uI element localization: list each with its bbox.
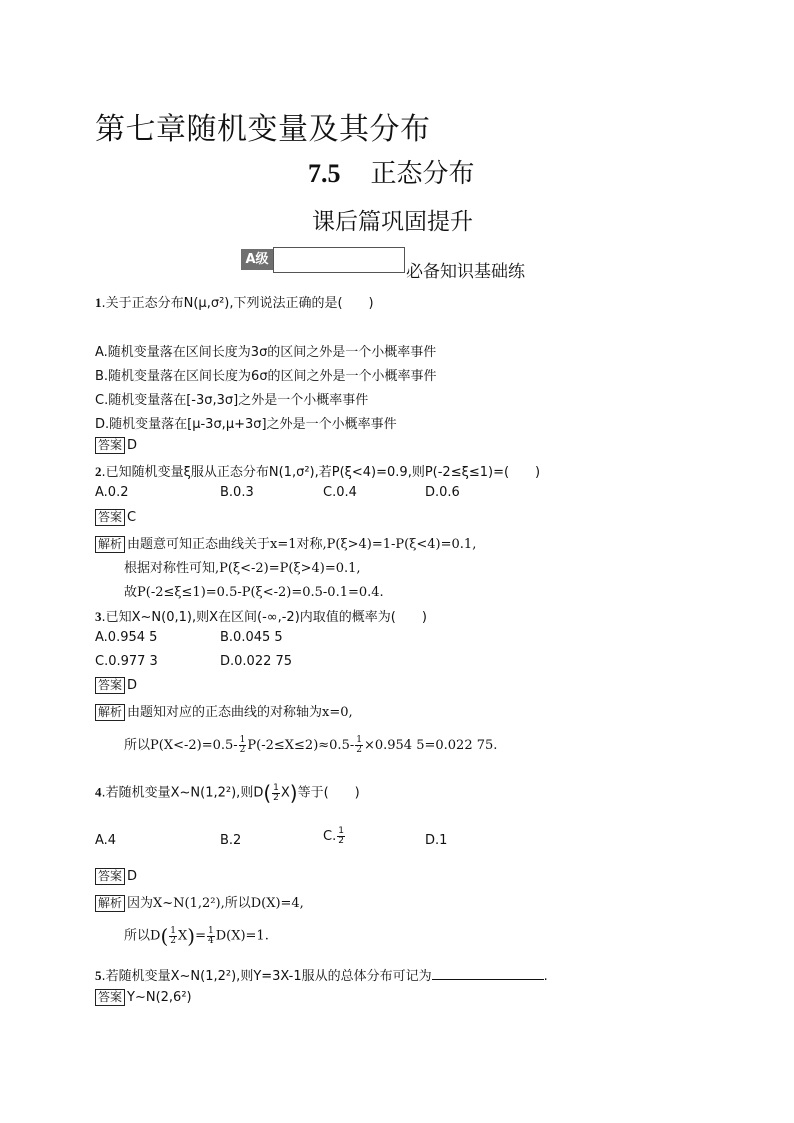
section-title: 正态分布 (370, 159, 475, 189)
q4-option-c (323, 827, 346, 846)
fraction-numerator: 1 (170, 925, 176, 936)
fraction (272, 784, 280, 803)
fraction-numerator: 1 (207, 925, 214, 936)
analysis-tag: 解析 (95, 536, 125, 553)
analysis-text: 所以P(X<-2)=0.5- (124, 738, 238, 753)
analysis-text: 由题知对应的正态曲线的对称轴为x=0, (127, 705, 353, 720)
question-4-stem (95, 781, 360, 805)
answer-tag: 答案 (95, 509, 125, 526)
q1-answer: D (127, 438, 138, 453)
q3-answer: D (127, 678, 138, 693)
fraction-denominator: 2 (356, 745, 362, 755)
q4-option-a: A.4 (95, 833, 117, 848)
question-number: 4 (95, 784, 102, 800)
fraction (207, 927, 215, 946)
level-box (273, 247, 405, 273)
answer-blank (432, 967, 544, 980)
q2-analysis-2: 根据对称性可知,P(ξ<-2)=P(ξ>4)=0.1, (124, 561, 361, 576)
fraction-numerator: 1 (338, 826, 344, 836)
question-1-stem (95, 292, 374, 311)
fraction-denominator: 2 (170, 935, 176, 946)
q3-analysis-1 (95, 701, 353, 721)
analysis-text: P(-2≤X≤2)≈0.5- (247, 738, 355, 753)
q3-option-b: B.0.045 5 (220, 630, 283, 645)
q4-analysis-2 (124, 924, 269, 948)
question-number: 3 (95, 609, 102, 624)
fraction (169, 927, 177, 946)
question-text: . (543, 969, 548, 984)
q2-option-b: B.0.3 (220, 485, 254, 500)
q3-option-d: D.0.022 75 (220, 654, 293, 669)
fraction-denominator: 2 (239, 745, 246, 755)
option-label: C. (323, 829, 337, 844)
question-text: .若随机变量X~N(1,2²),则D (101, 785, 264, 801)
answer-tag: 答案 (95, 437, 125, 454)
fraction-denominator: 4 (207, 935, 214, 946)
question-text: X (280, 785, 290, 801)
q1-answer-row (95, 437, 137, 454)
q4-option-d: D.1 (425, 833, 448, 848)
q4-answer: D (127, 869, 138, 884)
subtitle: 课后篇巩固提升 (312, 209, 473, 235)
q2-answer: C (127, 510, 137, 525)
fraction (337, 827, 345, 846)
q2-option-c: C.0.4 (323, 485, 357, 500)
analysis-text: = (195, 928, 206, 944)
question-text: .已知随机变量ξ服从正态分布N(1,σ²),若P(ξ<4)=0.9,则P(-2≤ξ≤1)=( ) (101, 465, 541, 480)
level-title: 必备知识基础练 (406, 262, 525, 282)
q3-analysis-2 (124, 734, 497, 755)
question-3-stem (95, 606, 427, 625)
q3-option-a: A.0.954 5 (95, 630, 158, 645)
q3-option-c: C.0.977 3 (95, 654, 158, 669)
left-paren: ( (263, 781, 272, 805)
q5-answer-row (95, 989, 192, 1006)
right-paren: ) (187, 924, 196, 948)
q2-answer-row (95, 509, 136, 526)
q4-option-b: B.2 (220, 833, 242, 848)
q2-analysis-1 (95, 533, 476, 553)
analysis-text: 因为X~N(1,2²),所以D(X)=4, (127, 896, 304, 911)
question-2-stem (95, 461, 540, 480)
question-number: 2 (95, 464, 102, 479)
analysis-text: 所以D (124, 928, 161, 944)
question-text: .关于正态分布N(μ,σ²),下列说法正确的是( ) (101, 296, 374, 311)
fraction-numerator: 1 (239, 735, 246, 745)
q2-option-a: A.0.2 (95, 485, 129, 500)
right-paren: ) (289, 781, 298, 805)
analysis-tag: 解析 (95, 895, 125, 912)
analysis-tag: 解析 (95, 704, 125, 721)
chapter-title: 第七章随机变量及其分布 (95, 112, 431, 147)
left-paren: ( (160, 924, 169, 948)
fraction-numerator: 1 (273, 782, 279, 793)
q1-option-a: A.随机变量落在区间长度为3σ的区间之外是一个小概率事件 (95, 345, 437, 360)
answer-tag: 答案 (95, 989, 125, 1006)
question-text: .已知X~N(0,1),则X在区间(-∞,-2)内取值的概率为( ) (101, 610, 427, 625)
q3-answer-row (95, 677, 137, 694)
question-number: 1 (95, 295, 102, 310)
question-5-stem (95, 965, 548, 984)
fraction (239, 736, 247, 755)
section-heading (308, 153, 475, 190)
question-text: .若随机变量X~N(1,2²),则Y=3X-1服从的总体分布可记为 (101, 969, 432, 984)
question-number: 5 (95, 968, 102, 983)
fraction-denominator: 2 (273, 792, 279, 803)
q1-option-d: D.随机变量落在[μ-3σ,μ+3σ]之外是一个小概率事件 (95, 417, 397, 432)
q4-answer-row (95, 868, 137, 885)
fraction-denominator: 2 (338, 836, 344, 846)
analysis-text: X (177, 928, 188, 944)
q2-option-d: D.0.6 (425, 485, 460, 500)
q5-answer: Y~N(2,6²) (127, 990, 192, 1005)
analysis-text: 由题意可知正态曲线关于x=1对称,P(ξ>4)=1-P(ξ<4)=0.1, (127, 537, 477, 552)
fraction (355, 736, 363, 755)
question-text: 等于( ) (297, 785, 360, 801)
q1-option-c: C.随机变量落在[-3σ,3σ]之外是一个小概率事件 (95, 393, 369, 408)
answer-tag: 答案 (95, 677, 125, 694)
fraction-numerator: 1 (356, 735, 362, 745)
analysis-text: ×0.954 5=0.022 75. (363, 738, 498, 753)
answer-tag: 答案 (95, 868, 125, 885)
q2-analysis-3: 故P(-2≤ξ≤1)=0.5-P(ξ<-2)=0.5-0.1=0.4. (124, 585, 384, 600)
analysis-text: D(X)=1. (215, 928, 269, 944)
q4-analysis-1 (95, 892, 304, 912)
level-badge: A级 (241, 249, 273, 270)
section-number: 7.5 (308, 159, 341, 188)
q1-option-b: B.随机变量落在区间长度为6σ的区间之外是一个小概率事件 (95, 369, 437, 384)
